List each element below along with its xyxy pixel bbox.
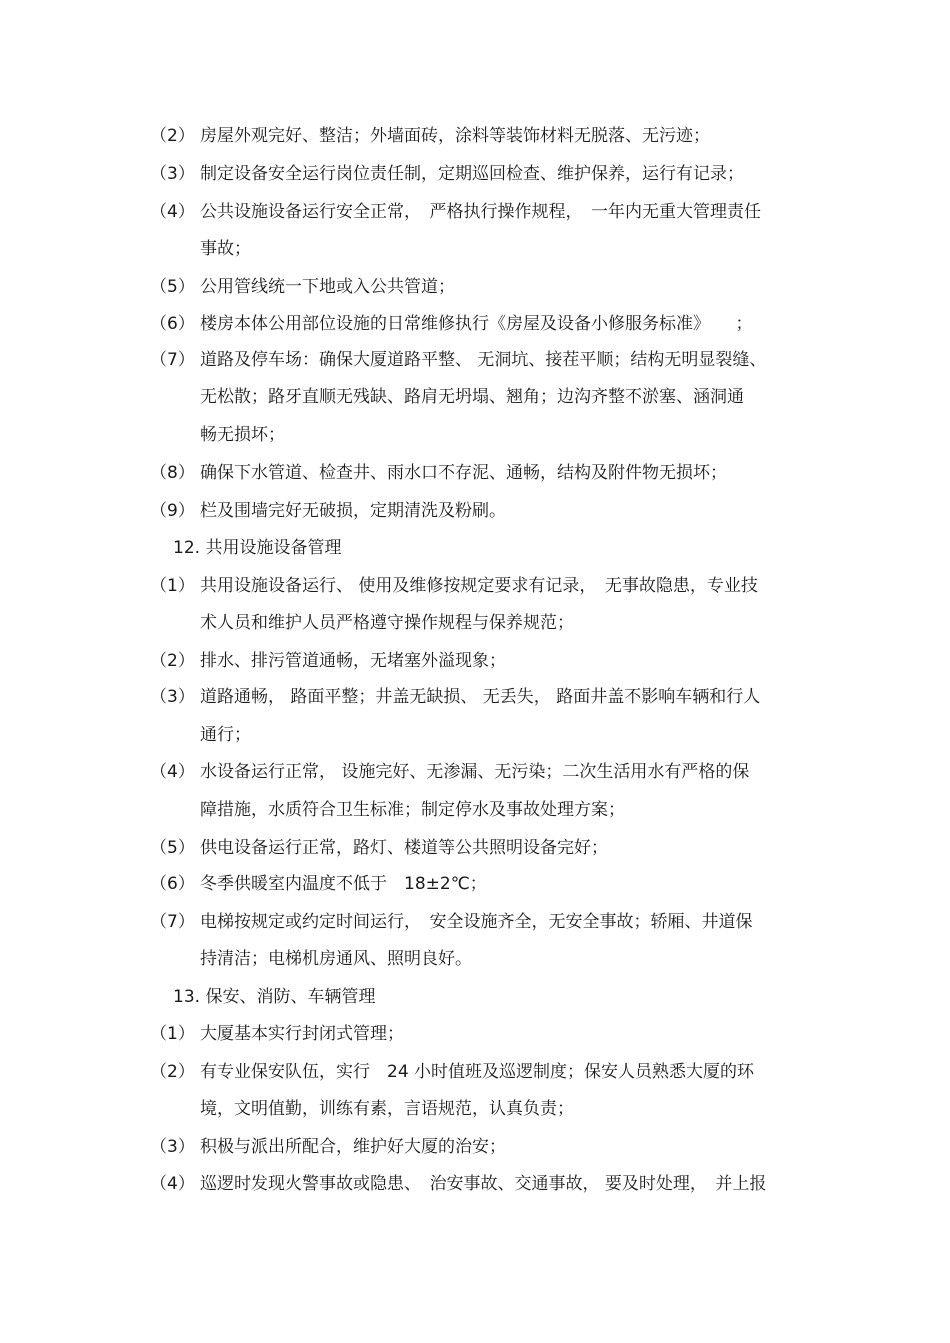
paragraph-line: 通行； [200, 725, 251, 745]
item-number: （4） [150, 1174, 195, 1194]
paragraph-line: 道路及停车场：确保大厦道路平整、 无洞坑、接茬平顺；结构无明显裂缝、 [200, 350, 767, 370]
paragraph-line: 公用管线统一下地或入公共管道； [200, 277, 455, 297]
paragraph-line: 畅无损坏； [200, 425, 285, 445]
item-number: （7） [150, 912, 195, 932]
paragraph-line: 共用设施设备运行、 使用及维修按规定要求有记录， 无事故隐患，专业技 [200, 576, 758, 596]
item-number: （5） [150, 277, 195, 297]
item-number: （3） [150, 164, 195, 184]
paragraph-line: 境，文明值勤，训练有素，言语规范，认真负责； [200, 1099, 574, 1119]
item-number: （4） [150, 762, 195, 782]
item-number: （2） [150, 651, 195, 671]
item-number: （7） [150, 350, 195, 370]
paragraph-line: 供电设备运行正常，路灯、楼道等公共照明设备完好； [200, 838, 608, 858]
paragraph-line: 电梯按规定或约定时间运行， 安全设施齐全，无安全事故；轿厢、井道保 [200, 912, 753, 932]
item-number: （9） [150, 501, 195, 521]
item-number: （2） [150, 1062, 195, 1082]
paragraph-line: 公共设施设备运行安全正常， 严格执行操作规程， 一年内无重大管理责任 [200, 202, 761, 222]
paragraph-line: 大厦基本实行封闭式管理； [200, 1024, 404, 1044]
paragraph-line: 制定设备安全运行岗位责任制，定期巡回检查、维护保养，运行有记录； [200, 164, 744, 184]
paragraph-line: 持清洁；电梯机房通风、照明良好。 [200, 949, 472, 969]
paragraph-line: 事故； [200, 239, 251, 259]
paragraph-line: 楼房本体公用部位设施的日常维修执行《房屋及设备小修服务标准》 ； [200, 314, 753, 334]
paragraph-line: 水设备运行正常， 设施完好、无渗漏、无污染；二次生活用水有严格的保 [200, 762, 750, 782]
paragraph-line: 确保下水管道、检查井、雨水口不存泥、通畅，结构及附件物无损坏； [200, 463, 727, 483]
item-number: （1） [150, 1024, 195, 1044]
section-heading: 12. 共用设施设备管理 [173, 538, 342, 558]
item-number: （8） [150, 463, 195, 483]
paragraph-line: 冬季供暖室内温度不低于 18±2℃； [200, 874, 487, 894]
item-number: （4） [150, 202, 195, 222]
item-number: （6） [150, 874, 195, 894]
paragraph-line: 无松散；路牙直顺无残缺、路肩无坍塌、翘角；边沟齐整不淤塞、涵洞通 [200, 387, 744, 407]
paragraph-line: 术人员和维护人员严格遵守操作规程与保养规范； [200, 613, 574, 633]
paragraph-line: 积极与派出所配合，维护好大厦的治安； [200, 1137, 506, 1157]
paragraph-line: 障措施，水质符合卫生标准；制定停水及事故处理方案； [200, 800, 625, 820]
paragraph-line: 排水、排污管道通畅，无堵塞外溢现象； [200, 651, 506, 671]
item-number: （6） [150, 314, 195, 334]
item-number: （2） [150, 126, 195, 146]
item-number: （5） [150, 838, 195, 858]
item-number: （3） [150, 687, 195, 707]
paragraph-line: 栏及围墙完好无破损，定期清洗及粉刷。 [200, 501, 506, 521]
paragraph-line: 巡逻时发现火警事故或隐患、 治安事故、交通事故， 要及时处理， 并上报 [200, 1174, 767, 1194]
item-number: （3） [150, 1137, 195, 1157]
item-number: （1） [150, 576, 195, 596]
paragraph-line: 有专业保安队伍，实行 24 小时值班及巡逻制度；保安人员熟悉大厦的环 [200, 1062, 755, 1082]
paragraph-line: 房屋外观完好、整洁；外墙面砖，涂料等装饰材料无脱落、无污迹； [200, 126, 710, 146]
section-heading: 13. 保安、消防、车辆管理 [173, 987, 376, 1007]
paragraph-line: 道路通畅， 路面平整；井盖无缺损、 无丢失， 路面井盖不影响车辆和行人 [200, 687, 761, 707]
